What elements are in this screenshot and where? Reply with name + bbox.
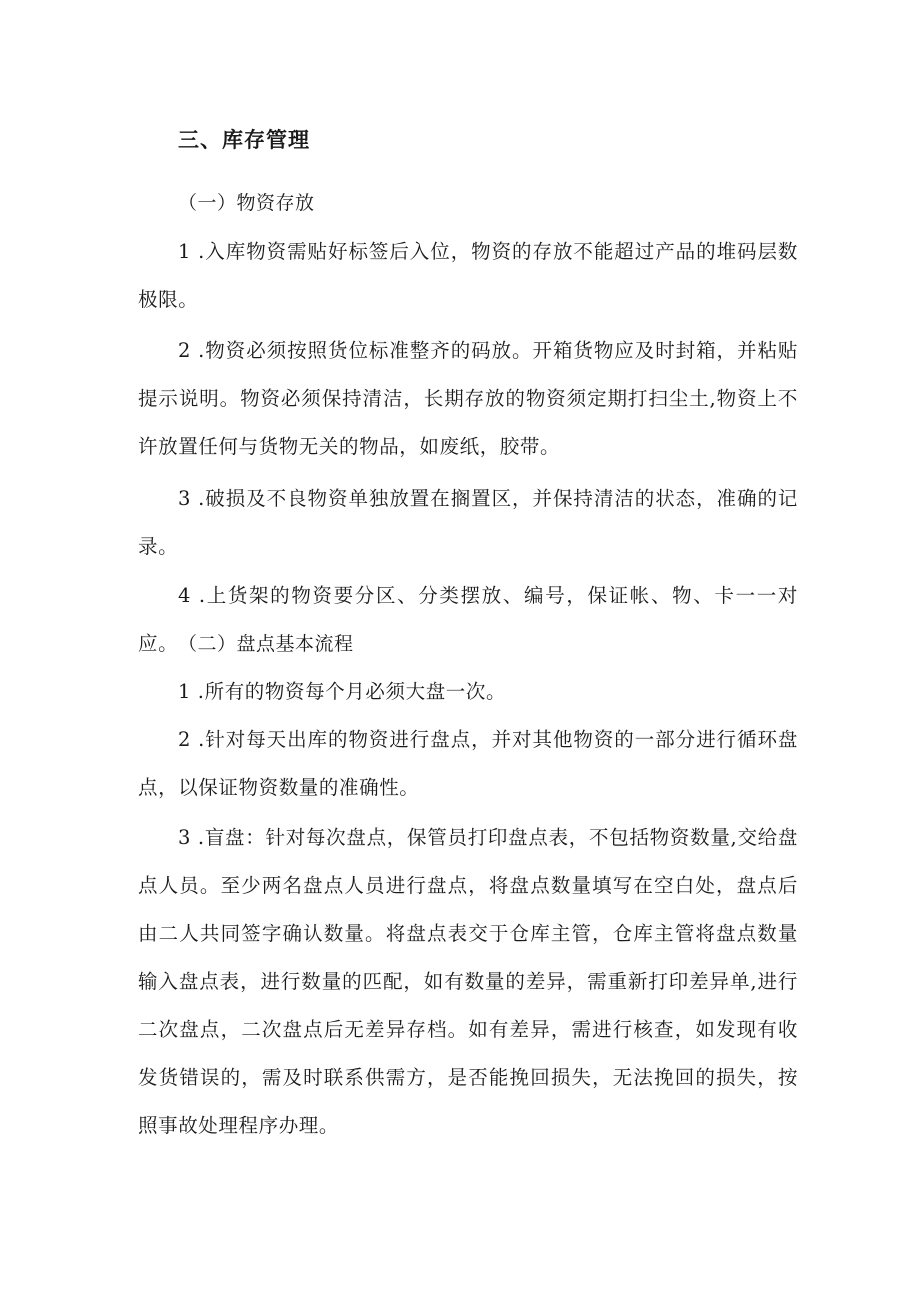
paragraph-storage-3: 3 .破损及不良物资单独放置在搁置区，并保持清洁的状态，准确的记录。 xyxy=(138,487,798,558)
paragraph-inventory-3: 3 .盲盘：针对每次盘点，保管员打印盘点表，不包括物资数量,交给盘点人员。至少两名盘点人员进行盘点，将盘点数量填写在空白处，盘点后由二人共同签字确认数量。将盘点表交于仓库主管，仓库主管将盘点数量输入盘点表，进行数量的匹配，如有数量的差异，需重新打印差异单,进行二次盘点，二次盘点后无差异存档。如有差异，需进行核查，如发现有收发货错误的，需及时联系供需方，是否能挽回损失，无法挽回的损失，按照事故处理程序办理。 xyxy=(138,826,798,1137)
paragraph-inventory-2: 2 .针对每天出库的物资进行盘点，并对其他物资的一部分进行循环盘点，以保证物资数量的准确性。 xyxy=(138,728,798,799)
paragraph-storage-4: 4 .上货架的物资要分区、分类摆放、编号，保证帐、物、卡一一对应。 xyxy=(138,584,798,655)
subsection-title-inventory: （二）盘点基本流程 xyxy=(178,633,354,655)
section-title: 三、库存管理 xyxy=(178,128,310,152)
paragraph-storage-2: 2 .物资必须按照货位标准整齐的码放。开箱货物应及时封箱，并粘贴提示说明。物资必须保持清洁，长期存放的物资须定期打扫尘土,物资上不许放置任何与货物无关的物品，如废纸，胶带。 xyxy=(138,339,798,458)
paragraph-storage-1: 1 .入库物资需贴好标签后入位，物资的存放不能超过产品的堆码层数极限。 xyxy=(138,240,798,311)
paragraph-inventory-1: 1 .所有的物资每个月必须大盘一次。 xyxy=(178,680,507,703)
subsection-title-storage: （一）物资存放 xyxy=(178,192,315,214)
